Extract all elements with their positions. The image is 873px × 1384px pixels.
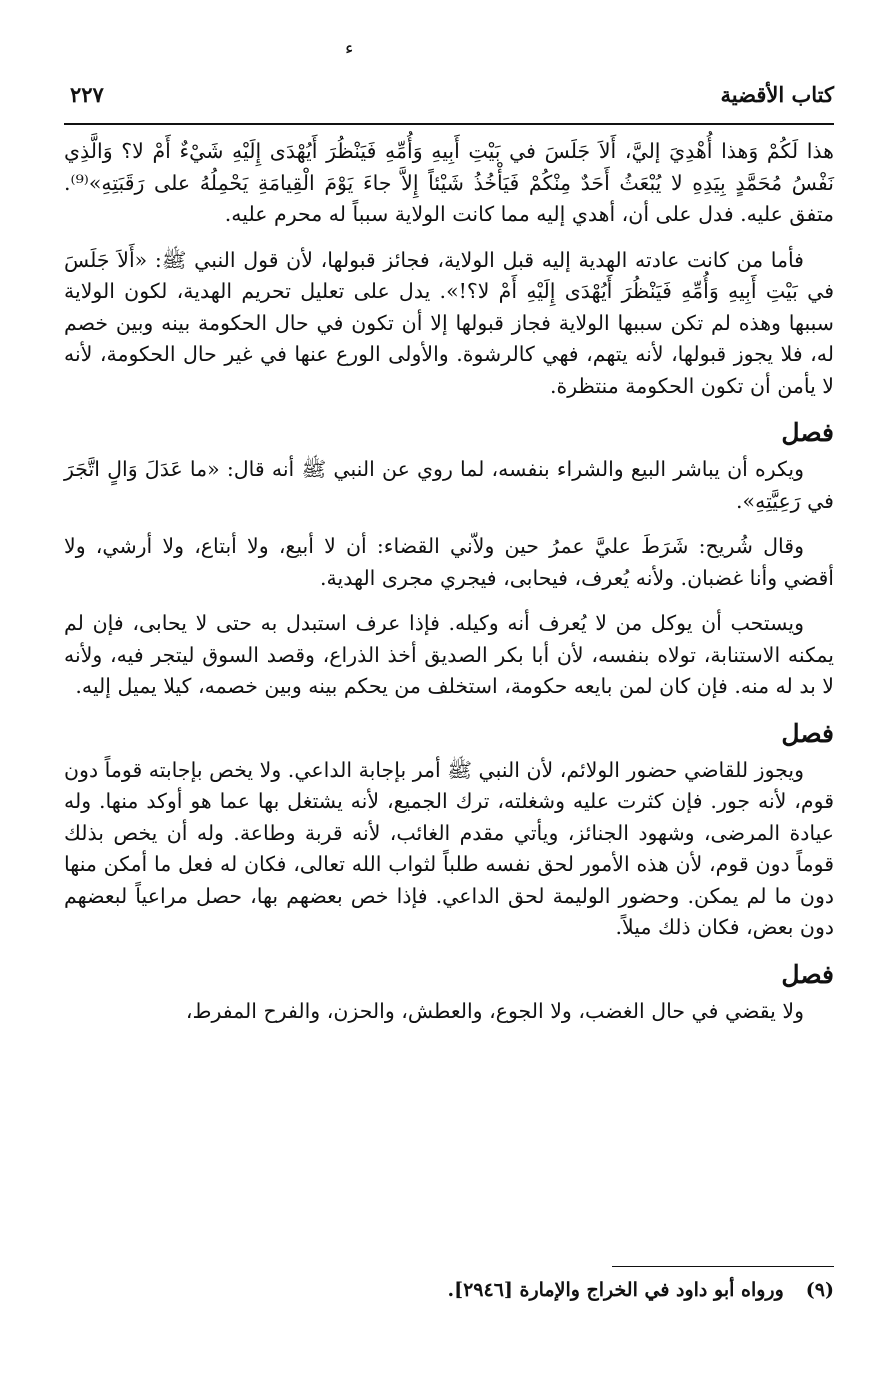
paragraph: ويكره أن يباشر البيع والشراء بنفسه، لما روي عن النبي ﷺ أنه قال: «ما عَدَلَ وَالٍ اتَّجَرَ في رَعِيَّتِهِ». [64,457,834,513]
section-heading: فصل [781,718,834,748]
paragraph: ولا يقضي في حال الغضب، ولا الجوع، والعطش، والحزن، والفرح المفرط، [185,998,804,1023]
footnote-number: (٩) [805,1279,834,1301]
paragraph: ويستحب أن يوكل من لا يُعرف أنه وكيله. فإذا عرف استبدل به حتى لا يحابى، فإن لم يمكنه الاستنابة، تولاه بنفسه، لأن أبا بكر الصديق أخذ الذراع، وقصد السوق ليتجر فيه، ولأنه لا بد له منه. فإن كان لمن بايعه حكومة، استخلف من يحكم بينه وبين خصمه، كيلا يميل إليه. [64,611,834,698]
paragraph: فأما من كانت عادته الهدية إليه قبل الولاية، فجائز قبولها، لأن قول النبي ﷺ: «أَلاَ جَلَسَ في بَيْتِ أَبِيهِ وَأُمِّهِ فَيَنْظُرَ أَيُهْدَى إِلَيْهِ أَمْ لا؟!». يدل على تعليل تحريم الهدية، لكون الولاية سببها وهذه لم تكن سببها الولاية فجاز قبولها إلا أن تكون في حال الحكومة بينه وبين خصم له، فلا يجوز قبولها، لأنه يتهم، فهي كالرشوة. والأولى الورع عنها في غير حال الحكومة، لأنه لا يأمن أن تكون الحكومة منتظرة. [64,247,834,398]
footnote-rule [612,1266,834,1267]
book-page [64,0,834,1384]
stray-mark: ء [345,38,354,59]
page-number: ٢٢٧ [70,82,104,107]
footnote [64,1276,834,1304]
footnote-text: ورواه أبو داود في الخراج والإمارة [٢٩٤٦]. [447,1279,784,1301]
header-rule [64,123,834,125]
running-title: كتاب الأقضية [720,82,834,107]
paragraph: وقال شُريح: شَرَطَ عليَّ عمرُ حين ولاّني القضاء: أن لا أبيع، ولا أبتاع، ولا أرشي، ولا أقضي وأنا غضبان. ولأنه يُعرف، فيحابى، فيجري مجرى الهدية. [64,534,834,590]
page-header [64,78,834,116]
paragraph: هذا لَكُمْ وَهذا أُهْدِيَ إليَّ، أَلاَ جَلَسَ في بَيْتِ أَبِيهِ وَأُمِّهِ فَيَنْظُرَ أَيُهْدَى إِلَيْهِ شَيْءٌ أَمْ لا؟ وَالَّذِي نَفْسُ مُحَمَّدٍ بِيَدِهِ لا يُبْعَثُ أَحَدٌ مِنْكُمْ فَيَأْخُذُ شَيْئاً إِلاَّ جاءَ يَوْمَ الْقِيامَةِ يَحْمِلُهُ على رَقَبَتِهِ»⁽⁹⁾. متفق عليه. فدل على أن، أهدي إليه مما كانت الولاية سبباً له محرم عليه. [64,139,834,226]
main-text [64,136,834,1027]
section-heading: فصل [781,959,834,989]
paragraph: ويجوز للقاضي حضور الولائم، لأن النبي ﷺ أمر بإجابة الداعي. ولا يخص بإجابته قوماً دون قوم، لأنه جور. فإن كثرت عليه وشغلته، ترك الجميع، لأنه يشتغل بها عما هو أوكد منها. وله عيادة المرضى، وشهود الجنائز، ويأتي مقدم الغائب، لأنه قربة وطاعة. وله أن يخص بذلك قوماً دون قوم، لأن هذه الأمور لحق نفسه طلباً لثواب الله تعالى، فكان له فعل ما أمكن منها دون ما لم يمكن. وحضور الوليمة لحق الداعي. فإذا خص بعضهم بها، حصل مراعياً لبعضهم دون بعض، فكان ذلك ميلاً. [64,757,834,939]
section-heading: فصل [781,418,834,447]
